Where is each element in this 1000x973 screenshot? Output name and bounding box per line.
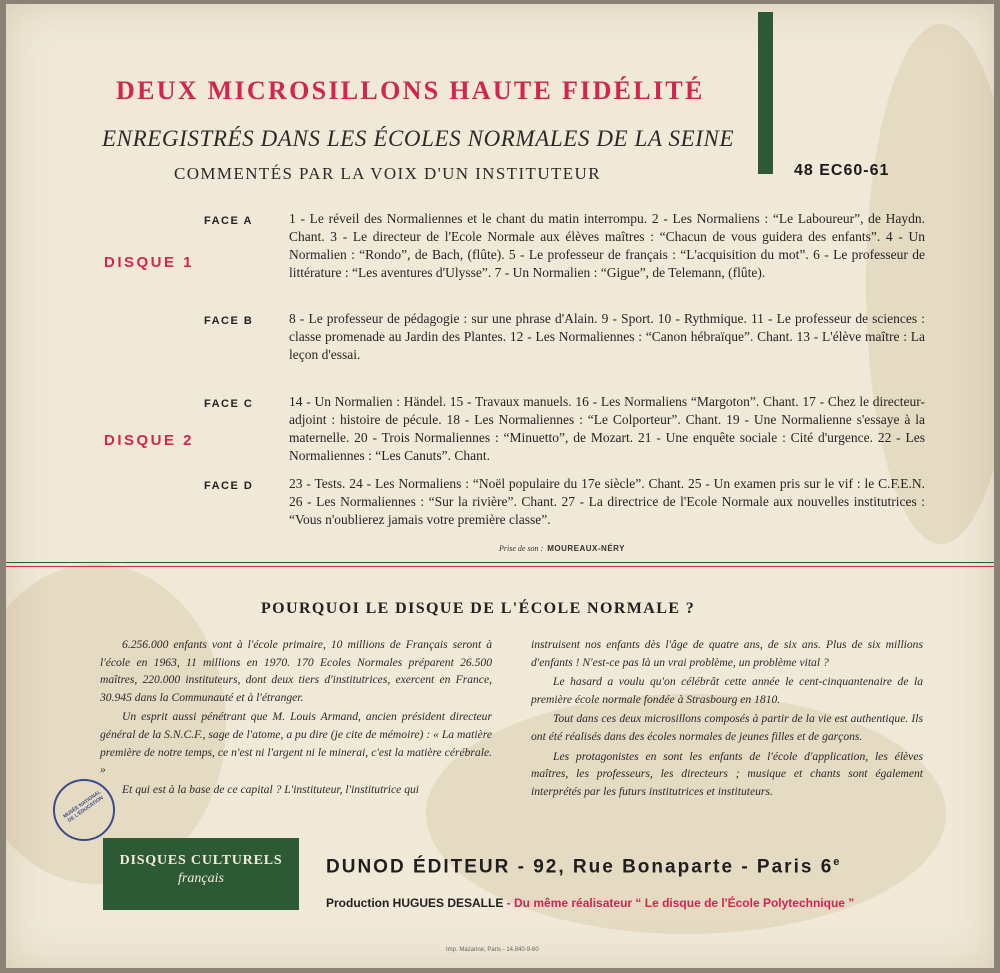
article-right-column xyxy=(531,636,923,802)
main-title: DEUX MICROSILLONS HAUTE FIDÉLITÉ xyxy=(116,76,705,105)
sound-credit xyxy=(499,544,625,553)
publisher-line xyxy=(326,856,841,878)
publisher-sup: e xyxy=(833,856,842,868)
article-paragraph: Le hasard a voulu qu'on célébrât cette année le cent-cinquantenaire de la première école normale fondée à Strasbourg en 1810. xyxy=(531,675,923,706)
article-paragraph: Un esprit aussi pénétrant que M. Louis Armand, ancien président directeur général de la S.N.C.F., sage de l'atome, a pu dire (je cite de mémoire) : « La matière première de notre temps, ce n'est ni l'argent ni le minerai, c'est la matière cérébrale. » xyxy=(100,710,492,777)
face-a-label: FACE A xyxy=(204,215,253,227)
museum-stamp xyxy=(53,779,115,841)
sound-credit-label: Prise de son : xyxy=(499,544,544,553)
disque-1-label: DISQUE 1 xyxy=(104,254,195,271)
divider-green xyxy=(6,562,994,563)
record-sleeve-back xyxy=(6,4,994,968)
commentary-line: COMMENTÉS PAR LA VOIX D'UN INSTITUTEUR xyxy=(174,164,601,183)
face-b-label: FACE B xyxy=(204,315,254,327)
face-a-tracks: 1 - Le réveil des Normaliennes et le chant du matin interrompu. 2 - Les Normaliens : “Le Laboureur”, de Haydn. Chant. 3 - Le directeur de l'Ecole Normale aux élèves maîtres : “Chacun de vous guidera des enfants”. 4 - Un Normalien : “Rondo”, de Bach, (flûte). 5 - Le professeur de français : “L'acquisition du mot”. 6 - Le professeur de littérature : “Les aventures d'Ulysse”. 7 - Un Normalien : “Gigue”, de Telemann, (flûte). xyxy=(289,211,925,280)
catalog-number: 48 EC60-61 xyxy=(794,162,890,179)
subtitle: ENREGISTRÉS DANS LES ÉCOLES NORMALES DE LA SEINE xyxy=(102,126,735,151)
article-title: POURQUOI LE DISQUE DE L'ÉCOLE NORMALE ? xyxy=(261,600,696,617)
disques-culturels-label xyxy=(103,838,299,910)
paper-stain xyxy=(866,24,994,544)
production-line xyxy=(326,896,854,910)
face-b-tracks: 8 - Le professeur de pédagogie : sur une phrase d'Alain. 9 - Sport. 10 - Rythmique. 11 - Le professeur de sciences : classe promenade au Jardin des Plantes. 12 - Les Normaliennes : “Canon hébraïque”. Chant. 13 - L'élève maître : La leçon d'essai. xyxy=(289,311,925,362)
imprint: Imp. Mazarine, Paris - 14.840-9-60 xyxy=(446,947,539,953)
article-paragraph: Les protagonistes en sont les enfants de l'école d'application, les élèves maîtres, les professeurs, les directeurs ; musique et chants sont également interprétés par les futurs institutrices et instituteurs. xyxy=(531,749,923,798)
sound-engineer: MOUREAUX-NÉRY xyxy=(547,544,625,553)
article-left-column xyxy=(100,636,492,800)
label-line-2: français xyxy=(178,871,224,886)
production-other-disc: Du même réalisateur “ Le disque de l'École Polytechnique ” xyxy=(514,896,855,910)
face-c-tracks: 14 - Un Normalien : Händel. 15 - Travaux manuels. 16 - Les Normaliens “Margoton”. Chant. 17 - Chez le directeur-adjoint : histoire de pécule. 18 - Les Normaliennes : “Le Colporteur”. Chant. 19 - Une Normalienne s'essaye à la maternelle. 20 - Trois Normaliennes : “Minuetto”, de Mozart. 21 - Une enquête sociale : Cité d'urgence. 22 - Les Normaliennes : “Les Canuts”. Chant. xyxy=(289,394,925,463)
production-separator: - xyxy=(503,896,515,910)
article-paragraph: Et qui est à la base de ce capital ? L'instituteur, l'institutrice qui xyxy=(122,782,420,796)
face-d-label: FACE D xyxy=(204,480,254,492)
production-label: Production HUGUES DESALLE xyxy=(326,896,504,910)
publisher-text: DUNOD ÉDITEUR - 92, Rue Bonaparte - Paris 6 xyxy=(326,856,834,878)
divider-red xyxy=(6,566,994,567)
disque-2-label: DISQUE 2 xyxy=(104,432,195,449)
article-paragraph: Tout dans ces deux microsillons composés à partir de la vie est authentique. Ils ont été réalisés dans des écoles normales de jeunes filles et de garçons. xyxy=(531,712,923,743)
museum-stamp-text: MUSÉE NATIONAL DE L'ÉDUCATION xyxy=(62,789,105,824)
face-c-label: FACE C xyxy=(204,398,254,410)
article-paragraph: instruisent nos enfants dès l'âge de quatre ans, de six ans. Plus de six millions d'enfants ! N'est-ce pas là un vrai problème, un problème vital ? xyxy=(531,638,923,669)
article-paragraph: 6.256.000 enfants vont à l'école primaire, 10 millions de Français seront à l'école en 1963, 11 millions en 1970. 170 Ecoles Normales préparent 26.500 maîtres, 220.000 instituteurs, dont deux tiers d'institutrices, exercent en France, 30.945 dans la Communauté et à l'étranger. xyxy=(100,638,492,704)
face-d-tracks: 23 - Tests. 24 - Les Normaliens : “Noël populaire du 17e siècle”. Chant. 25 - Un examen pris sur le vif : le C.F.E.N. 26 - Les Normaliennes : “Sur la rivière”. Chant. 27 - La directrice de l'Ecole Normale aux nouvelles institutrices : “Vous n'oublierez jamais votre première classe”. xyxy=(289,476,925,527)
label-line-1: DISQUES CULTURELS xyxy=(119,853,283,868)
